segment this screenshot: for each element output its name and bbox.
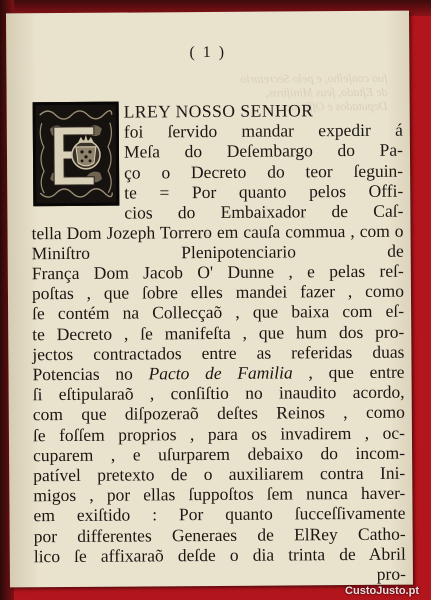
decree-body-continued xyxy=(31,221,403,264)
text-line: cuparem , e uſurparem debaixo do incom- xyxy=(33,442,406,466)
text-line: ſe foſſem proprios , para os invadirem , oc- xyxy=(32,422,406,445)
text-line: ço o Decreto do teor ſeguin- xyxy=(124,160,404,183)
text-line: LREY NOSSO SENHOR xyxy=(123,100,314,122)
text-line: patível pretexto de o auxiliarem contra Ini- xyxy=(33,462,406,486)
text-line: França Dom Jacob O' Dunne , e pelas reſ- xyxy=(31,260,404,284)
text-line: jectos contractados entre as referidas duas xyxy=(32,341,405,365)
decree-body xyxy=(31,100,404,224)
text-line: com que diſpozeraõ deſtes Reinos , como xyxy=(32,402,405,425)
catchword: pro- xyxy=(376,563,406,584)
page-number: ( 1 ) xyxy=(189,43,227,62)
text-line: ſi eſtipularaõ , conſiſtio no inaudito acordo, xyxy=(32,381,405,405)
decree-body-main xyxy=(32,261,406,587)
text-line: foi ſervido mandar expedir á xyxy=(123,119,403,142)
text-line: por differentes Generaes de ElRey Catho- xyxy=(33,523,406,546)
text-line: poſtas , que ſobre elles mandei fazer , como xyxy=(31,280,405,304)
text-line: em exiſtido : Por quanto ſucceſſivamente xyxy=(33,503,406,526)
text-line: te Decreto , ſe manifeſta , que hum dos pro- xyxy=(32,321,405,344)
text-line-content: tella Dom Jozeph Torrero em cauſa commua , com o Miniſtro Plenipotenciario de xyxy=(31,220,404,264)
text-line: cios do Embaixador de Caſ- xyxy=(124,200,404,223)
text-line: lico ſe affixaraõ deſde o dia trinta de Abril xyxy=(33,543,406,567)
watermark: CustoJusto.pt xyxy=(345,585,419,597)
document-page xyxy=(6,11,413,588)
text-line: ſe contém na Collecçaõ , que baixa com eſ- xyxy=(32,301,405,324)
text-line: te = Por quanto pelos Offi- xyxy=(124,180,404,203)
italic-phrase: Pacto de Familia xyxy=(148,362,293,384)
text-line: Potencias no Pacto de Familia , que entre xyxy=(32,361,405,385)
bleed-through-text: ſuo conſelho, e pelo Secretario de Eſtado, ſeus Miniſtros, Deputados e Officiaes xyxy=(240,70,388,114)
text-line: migos , por ellas ſuppoſtos ſem nunca haver- xyxy=(33,482,406,506)
text-line xyxy=(31,221,403,264)
text-line: Meſa do Deſembargo do Pa- xyxy=(123,140,404,162)
